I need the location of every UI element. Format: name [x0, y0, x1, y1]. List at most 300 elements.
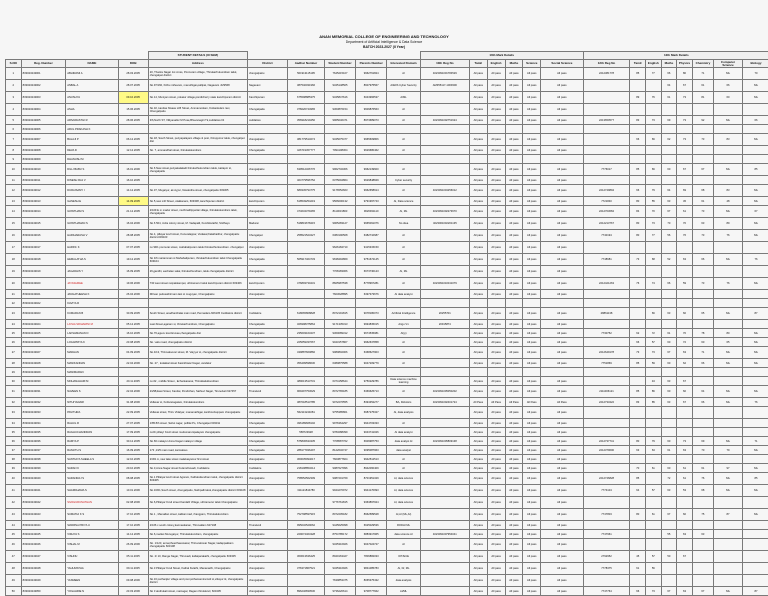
reg-number-cell[interactable]: 833023243033	[21, 407, 66, 419]
parents-number-cell[interactable]: 8607975567	[356, 80, 387, 92]
twelfth-english-cell[interactable]: 61	[646, 464, 662, 473]
twelfth-biology-cell[interactable]: 66	[743, 116, 768, 125]
dob-cell[interactable]: 28.03.2005	[118, 68, 148, 80]
twelfth-biology-cell[interactable]: NIL	[743, 92, 768, 104]
twelfth-english-cell[interactable]: 77	[646, 68, 662, 80]
twelfth-maths-cell[interactable]	[661, 407, 677, 419]
name-cell[interactable]: MANIKANDAN	[66, 359, 118, 368]
tenth-english-cell[interactable]: All pass	[487, 530, 505, 539]
twelfth-cs-cell[interactable]: NIL	[714, 398, 743, 407]
sno-cell[interactable]: 35	[6, 428, 22, 437]
tenth-tamil-cell[interactable]: All pass	[469, 218, 487, 230]
tenth-english-cell[interactable]	[487, 299, 505, 308]
tenth-social-cell[interactable]: All pass	[541, 446, 583, 455]
tenth-science-cell[interactable]: All pass	[523, 176, 541, 185]
dob-cell[interactable]: 14.09.2005	[118, 197, 148, 206]
twelfth-biology-cell[interactable]	[743, 455, 768, 464]
twelfth-biology-cell[interactable]: NIL	[743, 464, 768, 473]
twelfth-tamil-cell[interactable]: 70	[630, 464, 646, 473]
dob-cell[interactable]	[118, 368, 148, 377]
twelfth-tamil-cell[interactable]	[630, 368, 646, 377]
student-number-cell[interactable]	[324, 125, 355, 134]
reg-number-cell[interactable]: 833023243029	[21, 368, 66, 377]
tenth-reg-cell[interactable]	[420, 164, 469, 176]
dob-cell[interactable]: 19.06.2006	[118, 278, 148, 290]
tenth-science-cell[interactable]: All pass	[523, 68, 541, 80]
twelfth-tamil-cell[interactable]: 66	[630, 185, 646, 197]
tenth-social-cell[interactable]: All pass	[541, 419, 583, 428]
twelfth-physics-cell[interactable]	[677, 155, 693, 164]
twelfth-tamil-cell[interactable]	[630, 530, 646, 539]
tenth-reg-cell[interactable]	[420, 254, 469, 266]
tenth-social-cell[interactable]: All pass	[541, 329, 583, 338]
twelfth-chemistry-cell[interactable]: 68	[692, 185, 713, 197]
twelfth-physics-cell[interactable]: 45	[677, 197, 693, 206]
student-number-cell[interactable]: 8110031863	[324, 206, 355, 218]
sno-cell[interactable]: 40	[6, 473, 22, 485]
tenth-english-cell[interactable]: All pass	[487, 164, 505, 176]
parents-number-cell[interactable]: 9965609806	[356, 134, 387, 146]
twelfth-chemistry-cell[interactable]: 67	[692, 164, 713, 176]
tenth-reg-cell[interactable]	[420, 521, 469, 530]
student-number-cell[interactable]: 8754785172	[324, 530, 355, 539]
tenth-social-cell[interactable]: All pass	[541, 386, 583, 398]
dob-cell[interactable]: 28.08.2005	[118, 230, 148, 242]
twelfth-tamil-cell[interactable]: 89	[630, 92, 646, 104]
twelfth-chemistry-cell[interactable]	[692, 407, 713, 419]
tenth-reg-cell[interactable]	[420, 104, 469, 116]
domain-cell[interactable]: AI	[387, 230, 420, 242]
name-cell[interactable]: RANJITH S	[66, 446, 118, 455]
tenth-tamil-cell[interactable]: All pass	[469, 419, 487, 428]
sno-cell[interactable]: 11	[6, 176, 22, 185]
tenth-english-cell[interactable]	[487, 368, 505, 377]
name-cell[interactable]: NITHIYADARI	[66, 398, 118, 407]
address-cell[interactable]: No.4/13, Thiruvaloovar street, M. Vaiyyur st, chengalpattu district	[148, 347, 247, 359]
twelfth-reg-cell[interactable]	[583, 497, 630, 509]
aadhar-cell[interactable]: 501913115195	[288, 68, 325, 80]
tenth-english-cell[interactable]: All pass	[487, 80, 505, 92]
dob-cell[interactable]: 12.12.2005	[118, 146, 148, 155]
tenth-english-cell[interactable]: All pass	[487, 551, 505, 563]
tenth-english-cell[interactable]: All pass	[487, 485, 505, 497]
tenth-maths-cell[interactable]: All pass	[505, 407, 523, 419]
name-cell[interactable]: VISHAL M	[66, 539, 118, 551]
twelfth-tamil-cell[interactable]	[630, 146, 646, 155]
address-cell[interactable]: No. 27 , kulakkal street Kasinthiwar Nagar, vandalur	[148, 359, 247, 368]
twelfth-biology-cell[interactable]: NIL	[743, 80, 768, 92]
parents-number-cell[interactable]: 6673730123	[356, 266, 387, 278]
twelfth-maths-cell[interactable]: 55	[661, 530, 677, 539]
tenth-maths-cell[interactable]: All pass	[505, 428, 523, 437]
tenth-maths-cell[interactable]: All pass	[505, 464, 523, 473]
reg-number-cell[interactable]: 833023243003	[21, 92, 66, 104]
student-number-cell[interactable]: 9965046471	[324, 116, 355, 125]
twelfth-biology-cell[interactable]	[743, 497, 768, 509]
reg-number-cell[interactable]: 833023243037	[21, 446, 66, 455]
twelfth-physics-cell[interactable]	[677, 428, 693, 437]
twelfth-tamil-cell[interactable]	[630, 290, 646, 299]
reg-number-cell[interactable]: 833023243015	[21, 218, 66, 230]
tenth-tamil-cell[interactable]: All pass	[469, 347, 487, 359]
student-number-cell[interactable]: 9962732306	[324, 164, 355, 176]
tenth-social-cell[interactable]	[541, 125, 583, 134]
dob-cell[interactable]: 22.09.2005	[118, 407, 148, 419]
twelfth-tamil-cell[interactable]: 73	[630, 254, 646, 266]
tenth-english-cell[interactable]: All pass	[487, 359, 505, 368]
twelfth-maths-cell[interactable]	[661, 146, 677, 155]
twelfth-english-cell[interactable]	[646, 473, 662, 485]
twelfth-physics-cell[interactable]	[677, 563, 693, 575]
sno-cell[interactable]: 48	[6, 563, 22, 575]
twelfth-cs-cell[interactable]	[714, 539, 743, 551]
twelfth-english-cell[interactable]: 61	[646, 509, 662, 521]
twelfth-tamil-cell[interactable]: 85	[630, 68, 646, 80]
twelfth-biology-cell[interactable]: 67	[743, 206, 768, 218]
tenth-maths-cell[interactable]: All pass	[505, 176, 523, 185]
domain-cell[interactable]: AI&DS Cyber Security	[387, 80, 420, 92]
tenth-science-cell[interactable]: All pass	[523, 563, 541, 575]
tenth-tamil-cell[interactable]: All pass	[469, 485, 487, 497]
tenth-science-cell[interactable]	[523, 368, 541, 377]
twelfth-english-cell[interactable]: 66	[646, 308, 662, 320]
tenth-social-cell[interactable]: All pass	[541, 134, 583, 146]
twelfth-tamil-cell[interactable]	[630, 176, 646, 185]
twelfth-maths-cell[interactable]: 67	[661, 206, 677, 218]
tenth-science-cell[interactable]: All pass	[523, 446, 541, 455]
aadhar-cell[interactable]: 225659337667	[288, 338, 325, 347]
address-cell[interactable]: No.4, pillayar kovil street, Kuruvalappar, Vedasal,Kalathaithur, chengalpattu district-603103	[148, 230, 247, 242]
parents-number-cell[interactable]	[356, 368, 387, 377]
twelfth-english-cell[interactable]	[646, 299, 662, 308]
twelfth-maths-cell[interactable]	[661, 176, 677, 185]
twelfth-physics-cell[interactable]: 73	[677, 134, 693, 146]
twelfth-physics-cell[interactable]: 76	[677, 230, 693, 242]
tenth-tamil-cell[interactable]: All pass	[469, 116, 487, 125]
twelfth-biology-cell[interactable]	[743, 125, 768, 134]
dob-cell[interactable]: 14.12.2005	[118, 530, 148, 539]
tenth-social-cell[interactable]: All pass	[541, 455, 583, 464]
twelfth-reg-cell[interactable]: 2212421263	[583, 278, 630, 290]
twelfth-reg-cell[interactable]: 7747764	[583, 587, 630, 596]
reg-number-cell[interactable]: 833023243046	[21, 539, 66, 551]
twelfth-maths-cell[interactable]	[661, 242, 677, 254]
twelfth-reg-cell[interactable]	[583, 125, 630, 134]
dob-cell[interactable]: 19.12.2005	[118, 254, 148, 266]
twelfth-cs-cell[interactable]	[714, 266, 743, 278]
aadhar-cell[interactable]: 381779513274	[288, 134, 325, 146]
twelfth-english-cell[interactable]	[646, 266, 662, 278]
reg-number-cell[interactable]: 833023243050	[21, 587, 66, 596]
parents-number-cell[interactable]: 6368627903	[356, 347, 387, 359]
parents-number-cell[interactable]: 9841085783	[356, 563, 387, 575]
tenth-maths-cell[interactable]: All pass	[505, 437, 523, 446]
sno-cell[interactable]: 5	[6, 116, 22, 125]
name-cell[interactable]: JAGADHIS Y	[66, 266, 118, 278]
tenth-maths-cell[interactable]: All pass	[505, 92, 523, 104]
parents-number-cell[interactable]: 9965091076	[356, 218, 387, 230]
twelfth-chemistry-cell[interactable]	[692, 299, 713, 308]
twelfth-cs-cell[interactable]: NIL	[714, 359, 743, 368]
twelfth-tamil-cell[interactable]	[630, 104, 646, 116]
twelfth-biology-cell[interactable]	[743, 104, 768, 116]
twelfth-maths-cell[interactable]: 61	[661, 329, 677, 338]
twelfth-physics-cell[interactable]	[677, 146, 693, 155]
district-cell[interactable]: chengalpattu	[247, 551, 287, 563]
tenth-reg-cell[interactable]	[420, 563, 469, 575]
aadhar-cell[interactable]	[288, 299, 325, 308]
twelfth-cs-cell[interactable]: 66	[714, 80, 743, 92]
district-cell[interactable]: chengalpattu	[247, 359, 287, 368]
twelfth-biology-cell[interactable]: NIL	[743, 446, 768, 455]
tenth-social-cell[interactable]: All pass	[541, 266, 583, 278]
reg-number-cell[interactable]: 833023243041	[21, 485, 66, 497]
tenth-tamil-cell[interactable]: All pass	[469, 407, 487, 419]
aadhar-cell[interactable]: 464779596752	[288, 176, 325, 185]
address-cell[interactable]: 20, Thanks Nagar 1st cross, Ponnuram village, Thirukazhukundram taluk, chengalpet district	[148, 68, 247, 80]
twelfth-maths-cell[interactable]	[661, 299, 677, 308]
domain-cell[interactable]: AI	[387, 104, 420, 116]
twelfth-maths-cell[interactable]	[661, 455, 677, 464]
twelfth-tamil-cell[interactable]: 73	[630, 347, 646, 359]
address-cell[interactable]: no.62 , middle Street , Echankaranai, Thirukkalukkundram	[148, 377, 247, 386]
twelfth-maths-cell[interactable]	[661, 419, 677, 428]
twelfth-biology-cell[interactable]	[743, 407, 768, 419]
twelfth-cs-cell[interactable]	[714, 428, 743, 437]
name-cell[interactable]: GANESH E	[66, 197, 118, 206]
sno-cell[interactable]: 7	[6, 134, 22, 146]
aadhar-cell[interactable]: 218108853214	[288, 464, 325, 473]
dob-cell[interactable]: 30.12.2005	[118, 437, 148, 446]
district-cell[interactable]	[247, 125, 287, 134]
twelfth-english-cell[interactable]: 76	[646, 92, 662, 104]
dob-cell[interactable]	[118, 299, 148, 308]
sno-cell[interactable]: 49	[6, 575, 22, 587]
address-cell[interactable]: 2/301 A, new lake street malaivaiyamur first street	[148, 455, 247, 464]
tenth-social-cell[interactable]: All pass	[541, 230, 583, 242]
twelfth-chemistry-cell[interactable]	[692, 266, 713, 278]
parents-number-cell[interactable]: 8962589528	[356, 509, 387, 521]
twelfth-tamil-cell[interactable]	[630, 155, 646, 164]
tenth-science-cell[interactable]: All pass	[523, 509, 541, 521]
tenth-maths-cell[interactable]: All pass	[505, 347, 523, 359]
twelfth-cs-cell[interactable]: 97	[714, 464, 743, 473]
tenth-science-cell[interactable]: All pass	[523, 290, 541, 299]
tenth-maths-cell[interactable]: All pass	[505, 485, 523, 497]
twelfth-english-cell[interactable]	[646, 176, 662, 185]
tenth-tamil-cell[interactable]: All pass	[469, 377, 487, 386]
district-cell[interactable]: chengalpattu	[247, 68, 287, 80]
twelfth-english-cell[interactable]: 63	[646, 446, 662, 455]
address-cell[interactable]: No.6 504, indra colony street, M. Vadapalli, Kumbikulathil, Sridhayu	[148, 218, 247, 230]
tenth-maths-cell[interactable]: All pass	[505, 509, 523, 521]
twelfth-cs-cell[interactable]: NIL	[714, 206, 743, 218]
sno-cell[interactable]: 6	[6, 125, 22, 134]
student-number-cell[interactable]: 9944270972	[324, 485, 355, 497]
tenth-english-cell[interactable]: All pass	[487, 104, 505, 116]
address-cell[interactable]: 2/109 E m madur street ,muthinathippettai village, thirukalukundram taluk, chengalpattu	[148, 206, 247, 218]
reg-number-cell[interactable]: 833023243044	[21, 521, 66, 530]
twelfth-physics-cell[interactable]: 69	[677, 185, 693, 197]
twelfth-english-cell[interactable]: 43	[646, 377, 662, 386]
tenth-english-cell[interactable]: All pass	[487, 320, 505, 329]
twelfth-cs-cell[interactable]: NIL	[714, 437, 743, 446]
aadhar-cell[interactable]: 288177936497	[288, 446, 325, 455]
twelfth-english-cell[interactable]	[646, 146, 662, 155]
address-cell[interactable]: 2/166 c south colony,karmasikaran, Thiruvallam 627108	[148, 521, 247, 530]
tenth-english-cell[interactable]: All pass	[487, 464, 505, 473]
reg-number-cell[interactable]: 833023243021	[21, 290, 66, 299]
aadhar-cell[interactable]: 575836634335	[288, 437, 325, 446]
domain-cell[interactable]: AI data analyst	[387, 290, 420, 299]
twelfth-maths-cell[interactable]	[661, 428, 677, 437]
twelfth-tamil-cell[interactable]: 80	[630, 509, 646, 521]
twelfth-chemistry-cell[interactable]: 92	[692, 116, 713, 125]
tenth-science-cell[interactable]: All pass	[523, 80, 541, 92]
twelfth-physics-cell[interactable]: 67	[677, 551, 693, 563]
district-cell[interactable]: Chengalpattu	[247, 104, 287, 116]
parents-number-cell[interactable]: 8942060409	[356, 464, 387, 473]
dob-cell[interactable]: 16.09.2005	[118, 446, 148, 455]
tenth-tamil-cell[interactable]: All pass	[469, 497, 487, 509]
sno-cell[interactable]: 50	[6, 587, 22, 596]
twelfth-maths-cell[interactable]: 60	[661, 338, 677, 347]
dob-cell[interactable]: 08.08.2005	[118, 473, 148, 485]
sno-cell[interactable]: 41	[6, 485, 22, 497]
twelfth-reg-cell[interactable]	[583, 146, 630, 155]
twelfth-cs-cell[interactable]	[714, 320, 743, 329]
tenth-social-cell[interactable]: All pass	[541, 347, 583, 359]
domain-cell[interactable]: AI, data science	[387, 485, 420, 497]
aadhar-cell[interactable]: 326998375864	[288, 320, 325, 329]
twelfth-reg-cell[interactable]: 2212381778	[583, 68, 630, 80]
twelfth-chemistry-cell[interactable]: 67	[692, 587, 713, 596]
twelfth-maths-cell[interactable]	[661, 125, 677, 134]
tenth-reg-cell[interactable]	[420, 338, 469, 347]
aadhar-cell[interactable]	[288, 575, 325, 587]
tenth-reg-cell[interactable]: 4023091001784529	[420, 68, 469, 80]
sno-cell[interactable]: 24	[6, 320, 22, 329]
sno-cell[interactable]: 45	[6, 530, 22, 539]
student-number-cell[interactable]: 9345316926	[324, 539, 355, 551]
twelfth-cs-cell[interactable]: 83	[714, 134, 743, 146]
aadhar-cell[interactable]: 360613636425	[288, 551, 325, 563]
twelfth-physics-cell[interactable]	[677, 176, 693, 185]
district-cell[interactable]: chengalpattu	[247, 398, 287, 407]
district-cell[interactable]: Chengalpattu	[247, 146, 287, 155]
tenth-reg-cell[interactable]	[420, 485, 469, 497]
reg-number-cell[interactable]: 833023243048	[21, 563, 66, 575]
twelfth-biology-cell[interactable]	[743, 377, 768, 386]
twelfth-chemistry-cell[interactable]: 63	[692, 530, 713, 539]
twelfth-biology-cell[interactable]: NIL	[743, 386, 768, 398]
reg-number-cell[interactable]: 833023243026	[21, 338, 66, 347]
sno-cell[interactable]: 3	[6, 92, 22, 104]
twelfth-chemistry-cell[interactable]: 66	[692, 359, 713, 368]
student-number-cell[interactable]: 7639853475	[324, 575, 355, 587]
twelfth-english-cell[interactable]	[646, 368, 662, 377]
address-cell[interactable]: 2/298,East Street, Kandai, Pondichan, Sathuvi Nagar, Tirunelveli 627457	[148, 386, 247, 398]
reg-number-cell[interactable]: 833023243013	[21, 197, 66, 206]
sno-cell[interactable]: 25	[6, 329, 22, 338]
twelfth-chemistry-cell[interactable]	[692, 551, 713, 563]
reg-number-cell[interactable]: 833023243042	[21, 497, 66, 509]
sno-cell[interactable]: 18	[6, 254, 22, 266]
district-cell[interactable]: Chengalpattu	[247, 419, 287, 428]
dob-cell[interactable]: 06.12.2005	[118, 134, 148, 146]
tenth-english-cell[interactable]: All pass	[487, 539, 505, 551]
twelfth-biology-cell[interactable]: 85	[743, 473, 768, 485]
tenth-science-cell[interactable]	[523, 155, 541, 164]
tenth-tamil-cell[interactable]: All pass	[469, 290, 487, 299]
twelfth-reg-cell[interactable]	[583, 320, 630, 329]
name-cell[interactable]: ANUSHYA	[66, 92, 118, 104]
student-number-cell[interactable]: 9171335313	[324, 320, 355, 329]
aadhar-cell[interactable]	[288, 125, 325, 134]
address-cell[interactable]: No.18, South Street, periyapalayam village & post, thirupporur taluk, chengalpet dist	[148, 134, 247, 146]
reg-number-cell[interactable]: 833023243049	[21, 575, 66, 587]
tenth-maths-cell[interactable]	[505, 125, 523, 134]
district-cell[interactable]: chengalpattu	[247, 575, 287, 587]
twelfth-english-cell[interactable]: 73	[646, 347, 662, 359]
twelfth-reg-cell[interactable]	[583, 539, 630, 551]
tenth-social-cell[interactable]: All pass	[541, 464, 583, 473]
reg-number-cell[interactable]: 833023243034	[21, 419, 66, 428]
tenth-social-cell[interactable]: All pass	[541, 116, 583, 125]
tenth-science-cell[interactable]: All pass	[523, 164, 541, 176]
twelfth-biology-cell[interactable]	[743, 266, 768, 278]
tenth-tamil-cell[interactable]: All pass	[469, 551, 487, 563]
tenth-maths-cell[interactable]: All pass	[505, 575, 523, 587]
twelfth-cs-cell[interactable]	[714, 176, 743, 185]
tenth-science-cell[interactable]: All pass	[523, 266, 541, 278]
tenth-social-cell[interactable]	[541, 155, 583, 164]
aadhar-cell[interactable]: 565917464733	[288, 254, 325, 266]
name-cell[interactable]: JAYASHREE	[66, 278, 118, 290]
twelfth-reg-cell[interactable]: 2212733422	[583, 398, 630, 407]
tenth-social-cell[interactable]: All pass	[541, 185, 583, 197]
tenth-social-cell[interactable]: All pass	[541, 530, 583, 539]
sno-cell[interactable]: 29	[6, 368, 22, 377]
dob-cell[interactable]: 20.10.2005	[118, 464, 148, 473]
tenth-maths-cell[interactable]: All pass	[505, 134, 523, 146]
tenth-maths-cell[interactable]: All pass	[505, 308, 523, 320]
tenth-social-cell[interactable]: All pass	[541, 359, 583, 368]
domain-cell[interactable]: AI	[387, 254, 420, 266]
twelfth-physics-cell[interactable]: 62	[677, 359, 693, 368]
twelfth-physics-cell[interactable]	[677, 419, 693, 428]
parents-number-cell[interactable]: 6369625713	[356, 386, 387, 398]
twelfth-biology-cell[interactable]	[743, 290, 768, 299]
tenth-english-cell[interactable]: All pass	[487, 473, 505, 485]
tenth-reg-cell[interactable]: 4023091004256012	[420, 185, 469, 197]
tenth-maths-cell[interactable]: All pass	[505, 587, 523, 596]
student-number-cell[interactable]: 8825987538	[324, 278, 355, 290]
tenth-maths-cell[interactable]: All pass	[505, 497, 523, 509]
twelfth-english-cell[interactable]	[646, 455, 662, 464]
twelfth-chemistry-cell[interactable]: 61	[692, 464, 713, 473]
name-cell[interactable]: LATHA SRIHARINI M	[66, 320, 118, 329]
tenth-maths-cell[interactable]: All pass	[505, 278, 523, 290]
tenth-english-cell[interactable]: All pass	[487, 497, 505, 509]
tenth-english-cell[interactable]: All pass	[487, 338, 505, 347]
name-cell[interactable]: GOWTHAM S	[66, 206, 118, 218]
twelfth-english-cell[interactable]	[646, 80, 662, 92]
reg-number-cell[interactable]: 833023243008	[21, 146, 66, 155]
twelfth-chemistry-cell[interactable]: 66	[692, 398, 713, 407]
domain-cell[interactable]: AI	[387, 386, 420, 398]
domain-cell[interactable]: AI, data science	[387, 473, 420, 485]
